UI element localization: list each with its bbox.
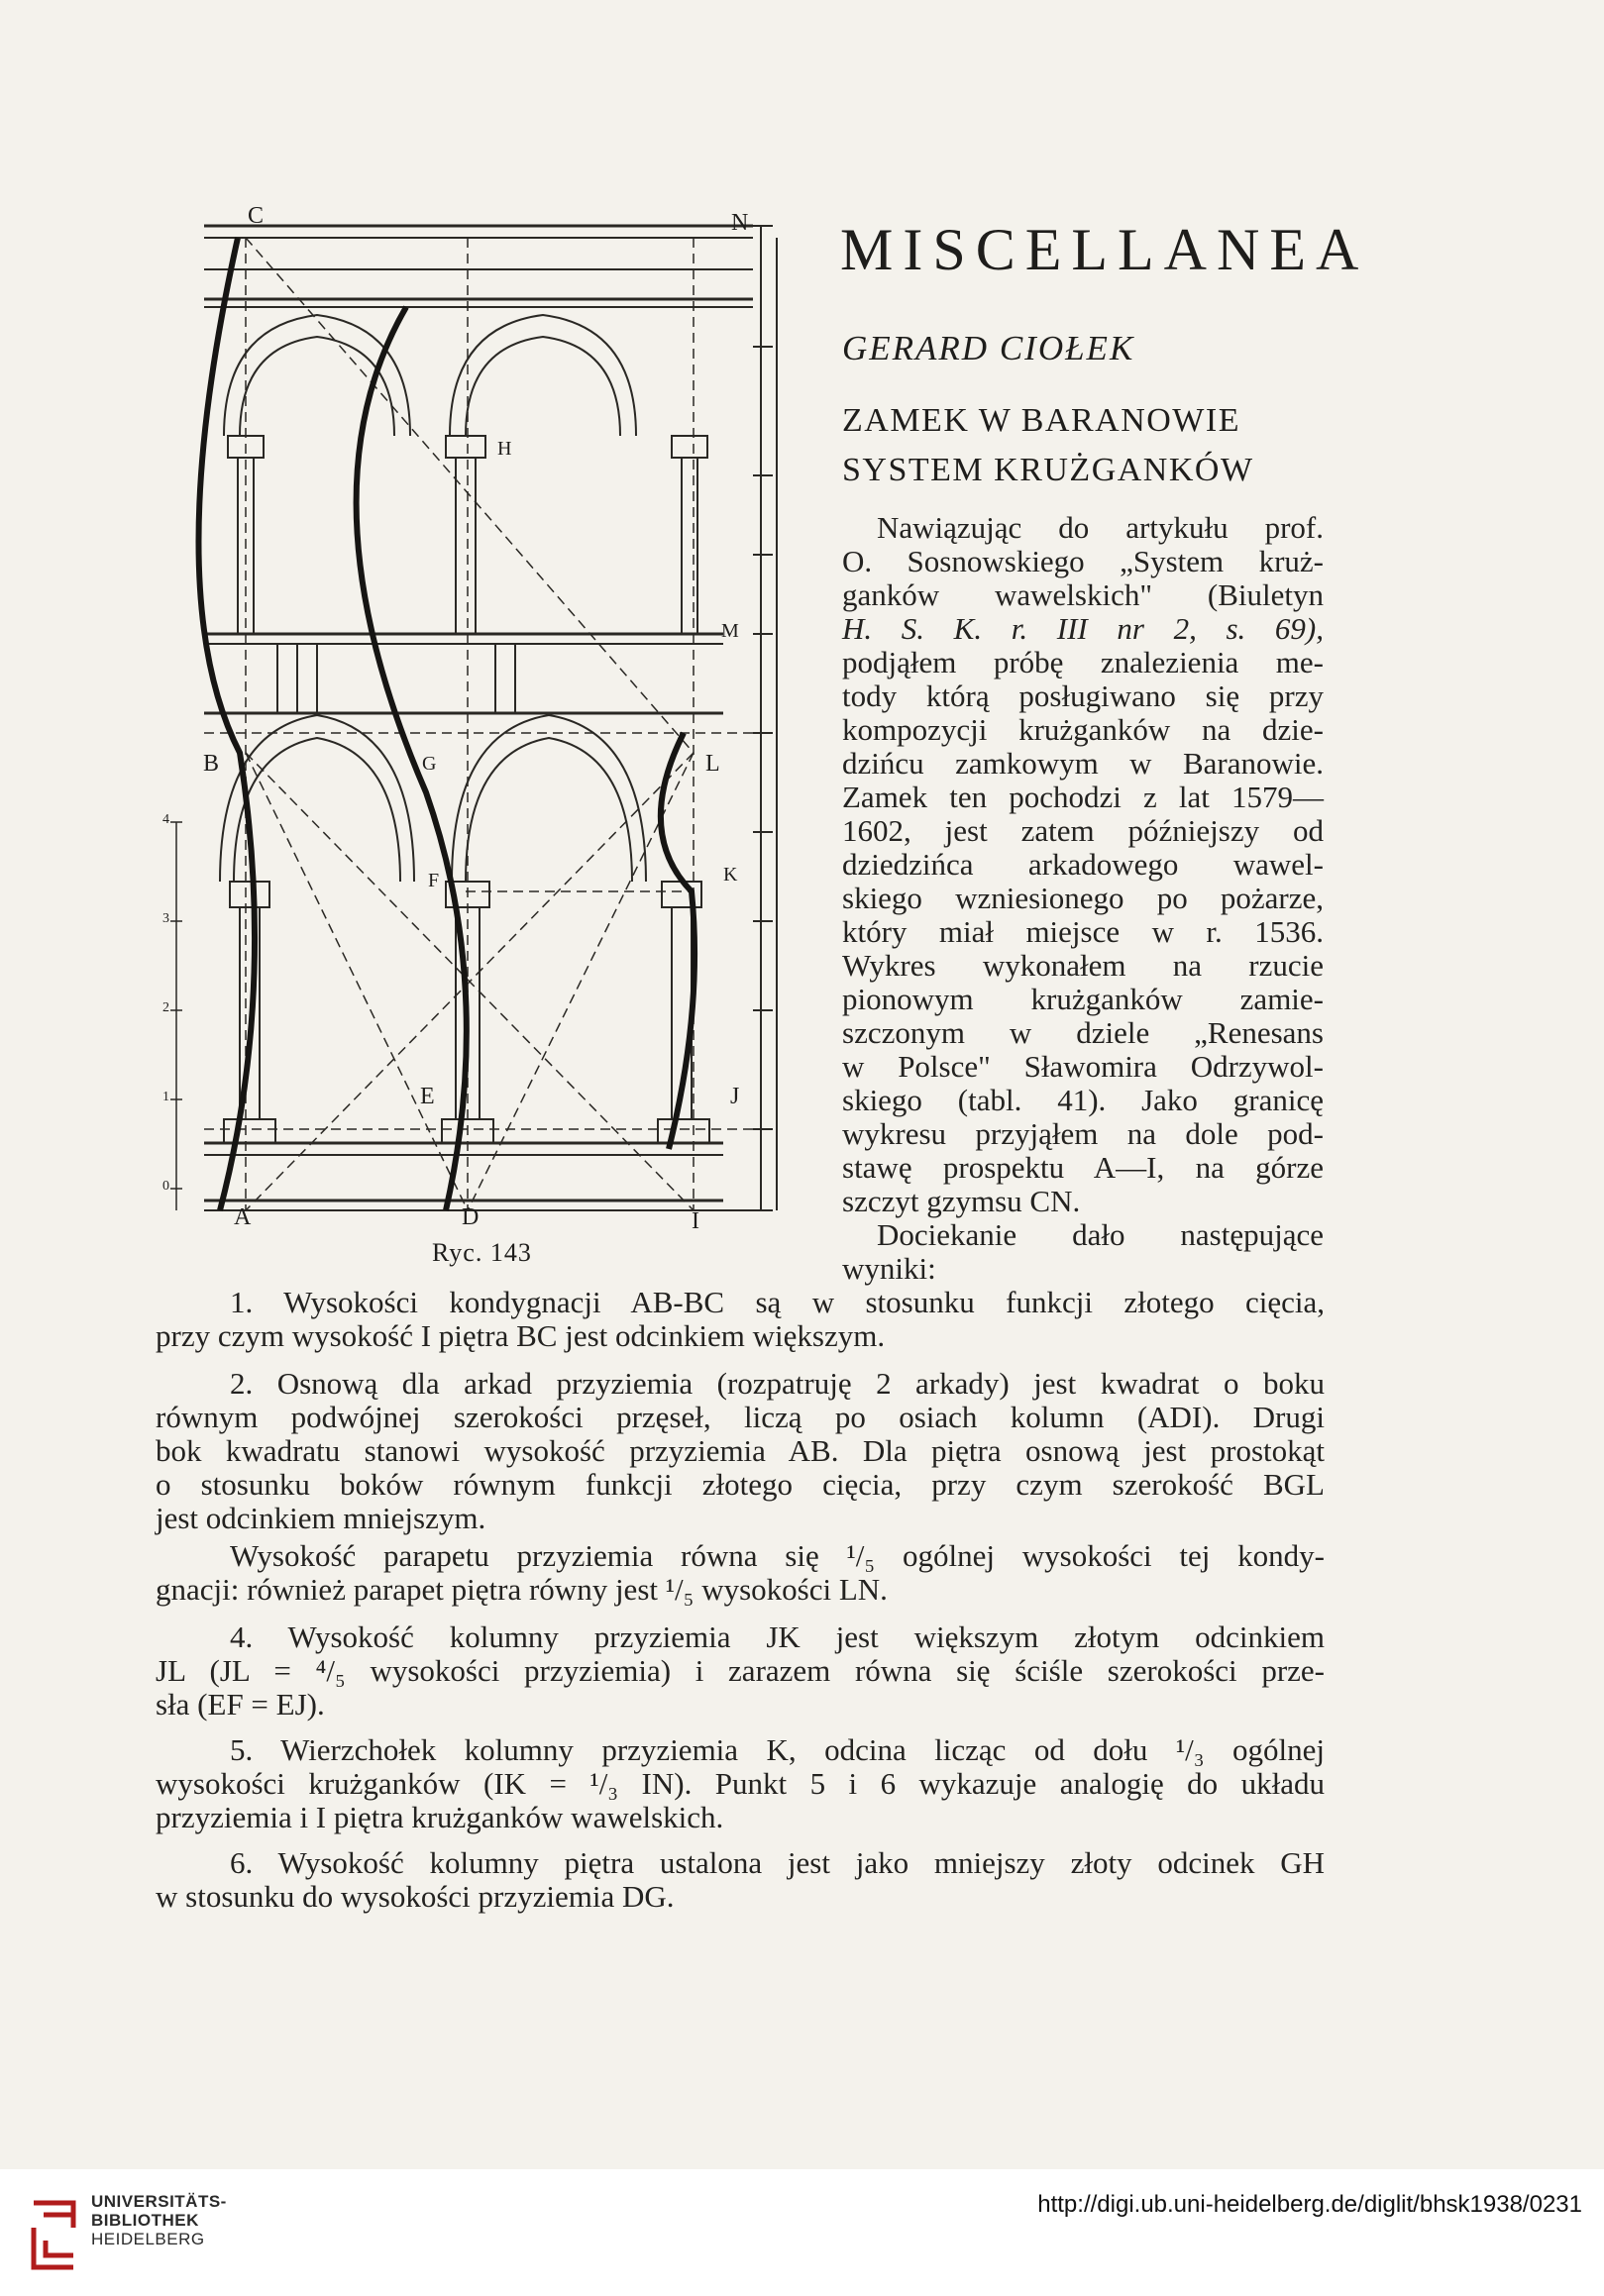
text-line: Wysokość parapetu przyziemia równa się ¹/₅ ogólnej wysokości tej kondy-	[230, 1538, 1325, 1573]
text-line: tody którą posługiwano się przy	[842, 678, 1324, 713]
point-label: N	[731, 210, 750, 236]
point-label: G	[422, 753, 438, 775]
figure-caption: Ryc. 143	[432, 1238, 532, 1267]
source-url-link[interactable]: http://digi.ub.uni-heidelberg.de/diglit/bhsk1938/0231	[1037, 2191, 1582, 2218]
text-line: jest odcinkiem mniejszym.	[156, 1501, 486, 1535]
point-label: J	[730, 1084, 741, 1109]
text-line: wysokości krużganków (IK = ¹/₃ IN). Punkt 5 i 6 wykazuje analogię do układu	[156, 1766, 1325, 1801]
library-name-line: BIBLIOTHEK	[91, 2211, 199, 2230]
text-line: dzińcu zamkowym w Baranowie.	[842, 746, 1324, 781]
text-line: przy czym wysokość I piętra BC jest odcinkiem większym.	[156, 1318, 886, 1353]
text-line: równym podwójnej szerokości przęseł, liczą po osiach kolumn (ADI). Drugi	[156, 1400, 1325, 1434]
text-line: Dociekanie dało następujące	[877, 1217, 1324, 1252]
text-line: skiego wzniesionego po pożarze,	[842, 881, 1324, 915]
text-line: stawę prospektu A—I, na górze	[842, 1150, 1324, 1185]
text-line: 6. Wysokość kolumny piętra ustalona jest jako mniejszy złoty odcinek GH	[230, 1845, 1325, 1880]
library-name-line: UNIVERSITÄTS-	[91, 2192, 227, 2211]
library-logo-icon	[24, 2183, 93, 2282]
point-label: C	[248, 203, 266, 229]
text-line: bok kwadratu stanowi wysokość przyziemia AB. Dla piętra osnową jest prostokąt	[156, 1433, 1325, 1468]
text-line: skiego (tabl. 41). Jako granicę	[842, 1083, 1324, 1117]
text-line: gnacji: również parapet piętra równy jest ¹/₅ wysokości LN.	[156, 1572, 888, 1607]
text-line: podjąłem próbę znalezienia me-	[842, 645, 1324, 679]
scale-tick-label: 1	[162, 1090, 170, 1104]
text-line: Zamek ten pochodzi z lat 1579—	[842, 780, 1324, 814]
scale-tick-label: 4	[162, 812, 170, 827]
text-line: 1. Wysokości kondygnacji AB-BC są w stosunku funkcji złotego cięcia,	[230, 1285, 1325, 1319]
text-line: który miał miejsce w r. 1536.	[842, 914, 1324, 949]
article-title-line: SYSTEM KRUŻGANKÓW	[842, 452, 1254, 488]
text-line: Nawiązując do artykułu prof.	[877, 510, 1324, 545]
text-line: ganków wawelskich" (Biuletyn	[842, 577, 1324, 612]
footer-bar	[0, 2169, 1604, 2296]
scale-tick-label: 0	[162, 1179, 170, 1194]
text-line: 5. Wierzchołek kolumny przyziemia K, odcina licząc od dołu ¹/₃ ogólnej	[230, 1732, 1325, 1767]
scale-tick-label: 2	[162, 1000, 170, 1015]
point-label: M	[721, 620, 740, 642]
text-line: 2. Osnową dla arkad przyziemia (rozpatruję 2 arkady) jest kwadrat o boku	[230, 1366, 1325, 1401]
section-title: MISCELLANEA	[840, 217, 1369, 282]
library-name-line: HEIDELBERG	[91, 2230, 205, 2248]
text-line: w stosunku do wysokości przyziemia DG.	[156, 1879, 675, 1914]
author-name: GERARD CIOŁEK	[842, 329, 1135, 367]
arcade-diagram	[168, 198, 802, 1248]
text-line: 4. Wysokość kolumny przyziemia JK jest większym złotym odcinkiem	[230, 1619, 1325, 1654]
text-line: H. S. K. r. III nr 2, s. 69),	[842, 611, 1324, 646]
library-name	[91, 2192, 227, 2248]
text-line: w Polsce" Sławomira Odrzywol-	[842, 1049, 1324, 1084]
point-label: B	[203, 751, 221, 777]
text-line: przyziemia i I piętra krużganków wawelskich.	[156, 1800, 724, 1834]
text-line: dziedzińca arkadowego wawel-	[842, 847, 1324, 882]
scale-tick-label: 3	[162, 911, 170, 926]
point-label: A	[234, 1204, 253, 1230]
point-label: F	[428, 870, 441, 891]
text-line: sła (EF = EJ).	[156, 1687, 325, 1722]
point-label: L	[705, 751, 721, 777]
text-line: Wykres wykonałem na rzucie	[842, 948, 1324, 983]
text-line: kompozycji krużganków na dzie-	[842, 712, 1324, 747]
text-line: wyniki:	[842, 1251, 936, 1286]
text-line: O. Sosnowskiego „System kruż-	[842, 544, 1324, 578]
point-label: K	[723, 864, 739, 886]
text-line: szczonym w dziele „Renesans	[842, 1015, 1324, 1050]
point-label: I	[692, 1208, 700, 1234]
article-title-line: ZAMEK W BARANOWIE	[842, 402, 1240, 439]
point-label: E	[420, 1084, 436, 1109]
text-line: o stosunku boków równym funkcji złotego cięcia, przy czym szerokość BGL	[156, 1467, 1325, 1502]
text-line: 1602, jest zatem późniejszy od	[842, 813, 1324, 848]
article-title	[842, 396, 1337, 495]
point-label: H	[497, 438, 513, 460]
text-line: pionowym krużganków zamie-	[842, 982, 1324, 1016]
text-line: JL (JL = ⁴/₅ wysokości przyziemia) i zarazem równa się ściśle szerokości prze-	[156, 1653, 1325, 1688]
text-line: szczyt gzymsu CN.	[842, 1184, 1081, 1218]
point-label: D	[462, 1204, 481, 1230]
text-line: wykresu przyjąłem na dole pod-	[842, 1116, 1324, 1151]
